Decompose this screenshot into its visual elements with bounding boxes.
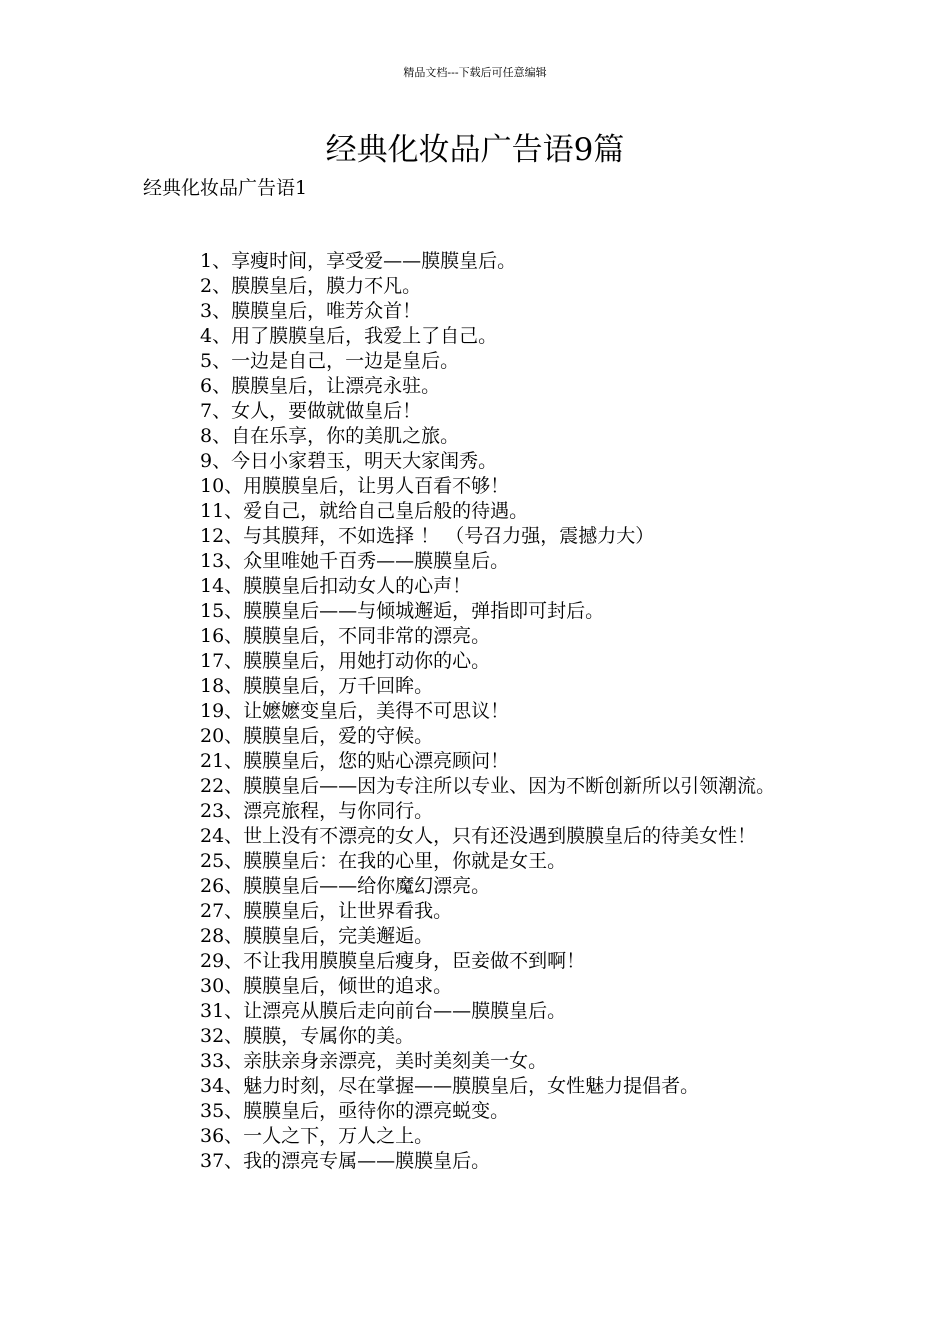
- slogan-item: 32、膜膜，专属你的美。: [200, 1025, 415, 1047]
- document-title: 经典化妆品广告语9篇: [325, 132, 625, 168]
- slogan-item: 29、不让我用膜膜皇后瘦身，臣妾做不到啊！: [200, 950, 586, 972]
- slogan-item: 27、膜膜皇后，让世界看我。: [200, 900, 453, 922]
- slogan-item: 36、一人之下，万人之上。: [200, 1125, 434, 1147]
- slogan-item: 26、膜膜皇后——给你魔幻漂亮。: [200, 875, 491, 897]
- page-header: 精品文档---下载后可任意编辑: [403, 66, 547, 79]
- slogan-item: 20、膜膜皇后，爱的守候。: [200, 725, 434, 747]
- slogan-item: 35、膜膜皇后，亟待你的漂亮蜕变。: [200, 1100, 510, 1122]
- slogan-item: 10、用膜膜皇后，让男人百看不够！: [200, 475, 510, 497]
- slogan-item: 19、让嬷嬷变皇后，美得不可思议！: [200, 700, 510, 722]
- slogan-item: 33、亲肤亲身亲漂亮，美时美刻美一女。: [200, 1050, 548, 1072]
- slogan-item: 7、女人，要做就做皇后！: [200, 400, 422, 422]
- slogan-item: 34、魅力时刻，尽在掌握——膜膜皇后，女性魅力提倡者。: [200, 1075, 700, 1097]
- slogan-item: 8、自在乐享，你的美肌之旅。: [200, 425, 460, 447]
- slogan-item: 23、漂亮旅程，与你同行。: [200, 800, 434, 822]
- slogan-item: 18、膜膜皇后，万千回眸。: [200, 675, 434, 697]
- slogan-item: 37、我的漂亮专属——膜膜皇后。: [200, 1150, 491, 1172]
- slogan-item: 5、一边是自己，一边是皇后。: [200, 350, 460, 372]
- slogan-item: 25、膜膜皇后：在我的心里，你就是女王。: [200, 850, 567, 872]
- slogan-item: 13、众里唯她千百秀——膜膜皇后。: [200, 550, 510, 572]
- slogan-item: 14、膜膜皇后扣动女人的心声！: [200, 575, 472, 597]
- slogan-item: 9、今日小家碧玉，明天大家闺秀。: [200, 450, 498, 472]
- section-subtitle: 经典化妆品广告语1: [143, 177, 308, 199]
- slogan-item: 2、膜膜皇后，膜力不凡。: [200, 275, 422, 297]
- slogan-item: 30、膜膜皇后，倾世的追求。: [200, 975, 453, 997]
- slogan-item: 4、用了膜膜皇后，我爱上了自己。: [200, 325, 498, 347]
- slogan-item: 21、膜膜皇后，您的贴心漂亮顾问！: [200, 750, 510, 772]
- slogan-list: [143, 249, 813, 1174]
- slogan-item: 15、膜膜皇后——与倾城邂逅，弹指即可封后。: [200, 600, 605, 622]
- slogan-item: 24、世上没有不漂亮的女人，只有还没遇到膜膜皇后的待美女性！: [200, 825, 757, 847]
- slogan-item: 6、膜膜皇后，让漂亮永驻。: [200, 375, 441, 397]
- slogan-item: 17、膜膜皇后，用她打动你的心。: [200, 650, 491, 672]
- slogan-item: 16、膜膜皇后，不同非常的漂亮。: [200, 625, 491, 647]
- slogan-item: 12、与其膜拜，不如选择 ！ （号召力强，震撼力大）: [200, 525, 655, 547]
- slogan-item: 11、爱自己，就给自己皇后般的待遇。: [200, 500, 529, 522]
- slogan-item: 1、享瘦时间，享受爱——膜膜皇后。: [200, 250, 517, 272]
- slogan-item: 31、让漂亮从膜后走向前台——膜膜皇后。: [200, 1000, 567, 1022]
- slogan-item: 3、膜膜皇后，唯芳众首！: [200, 300, 422, 322]
- slogan-item: 28、膜膜皇后，完美邂逅。: [200, 925, 434, 947]
- slogan-item: 22、膜膜皇后——因为专注所以专业、因为不断创新所以引领潮流。: [200, 775, 776, 797]
